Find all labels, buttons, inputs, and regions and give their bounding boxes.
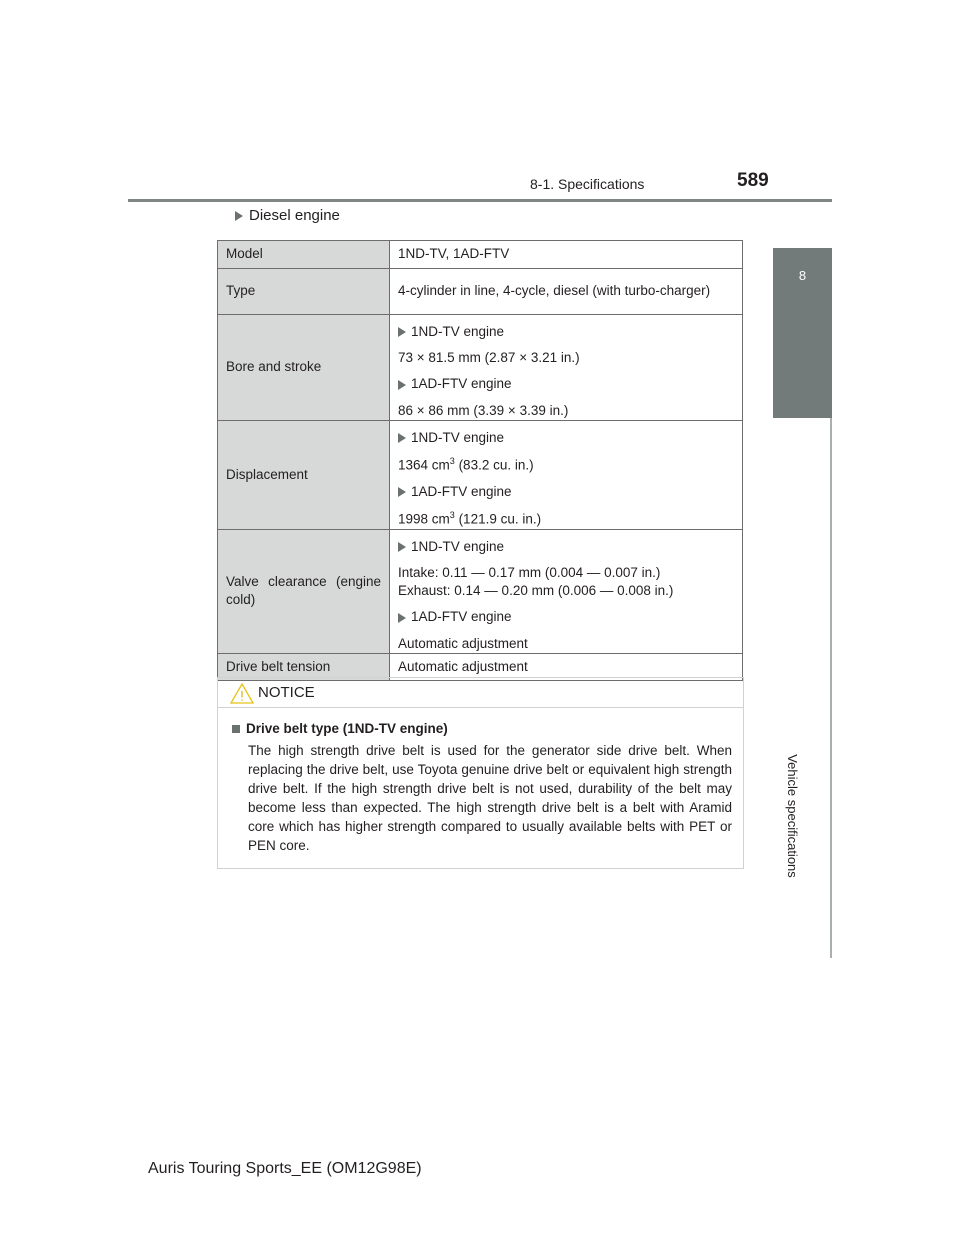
- row-value-valve: [390, 529, 743, 653]
- triangle-bullet-icon: [235, 211, 243, 221]
- engine-heading-text: 1AD-FTV engine: [411, 483, 512, 499]
- row-value-displacement: [390, 420, 743, 529]
- valve-intake: Intake: 0.11 — 0.17 mm (0.004 — 0.007 in.): [398, 564, 661, 580]
- displacement-number: 1364 cm: [398, 457, 450, 473]
- row-label-belt: Drive belt tension: [218, 653, 390, 680]
- section-title: 8-1. Specifications: [530, 176, 645, 192]
- engine-heading: [398, 375, 734, 393]
- bore-value-1: 73 × 81.5 mm (2.87 × 3.21 in.): [398, 350, 580, 366]
- chapter-title-text: Vehicle specifications: [785, 754, 800, 878]
- table-row: [218, 241, 743, 269]
- row-label-type: Type: [218, 269, 390, 315]
- subheading-text: Diesel engine: [249, 207, 340, 224]
- triangle-bullet-icon: [398, 487, 406, 497]
- notice-body: The high strength drive belt is used for the generator side drive belt. When replacing the drive belt, use Toyota genuine drive belt or equivalent high strength drive belt. If the high strength drive belt is not used, durability of the belt may become less than expected. The high strength drive belt is a belt with Aramid core which has higher strength compared to usually available belts with PET or PEN core.: [248, 743, 732, 853]
- spec-table: [217, 240, 743, 681]
- superscript: 3: [449, 456, 455, 467]
- engine-heading: [398, 323, 734, 341]
- displacement-unit: (83.2 cu. in.): [458, 457, 534, 473]
- notice-box: [217, 677, 744, 869]
- table-row: [218, 269, 743, 315]
- triangle-bullet-icon: [398, 327, 406, 337]
- displacement-unit: (121.9 cu. in.): [458, 511, 542, 527]
- row-value-belt: Automatic adjustment: [390, 653, 743, 680]
- notice-item-title-text: Drive belt type (1ND-TV engine): [246, 721, 448, 736]
- chapter-number: 8: [798, 268, 807, 283]
- superscript: 3: [449, 510, 455, 521]
- engine-heading-text: 1ND-TV engine: [411, 538, 505, 554]
- page-number: 589: [737, 170, 769, 191]
- displacement-number: 1998 cm: [398, 511, 450, 527]
- valve-value-2: Automatic adjustment: [398, 635, 528, 651]
- triangle-bullet-icon: [398, 613, 406, 623]
- row-label-bore: Bore and stroke: [218, 315, 390, 421]
- engine-heading: [398, 429, 734, 447]
- displacement-value-1: [398, 455, 734, 475]
- table-row: [218, 315, 743, 421]
- engine-heading-text: 1ND-TV engine: [411, 429, 505, 445]
- table-row: [218, 420, 743, 529]
- row-value-type: 4-cylinder in line, 4-cycle, diesel (with turbo-charger): [390, 269, 743, 315]
- engine-heading-text: 1AD-FTV engine: [411, 609, 512, 625]
- triangle-bullet-icon: [398, 542, 406, 552]
- notice-item-title: [232, 721, 448, 736]
- engine-heading: [398, 608, 734, 626]
- notice-header: [218, 678, 743, 708]
- engine-heading-text: 1AD-FTV engine: [411, 376, 512, 392]
- warning-triangle-icon: [230, 683, 254, 704]
- header-rule: [128, 199, 832, 202]
- subheading: [235, 207, 340, 224]
- engine-heading: [398, 538, 734, 556]
- square-bullet-icon: [232, 725, 240, 733]
- displacement-value-2: [398, 509, 734, 529]
- engine-heading-text: 1ND-TV engine: [411, 324, 505, 339]
- row-value-model: 1ND-TV, 1AD-FTV: [390, 241, 743, 269]
- bore-value-2: 86 × 86 mm (3.39 × 3.39 in.): [398, 402, 569, 418]
- triangle-bullet-icon: [398, 433, 406, 443]
- row-label-displacement: Displacement: [218, 420, 390, 529]
- row-label-valve: Valve clearance (engine cold): [218, 529, 390, 653]
- side-rule: [830, 418, 832, 958]
- triangle-bullet-icon: [398, 380, 406, 390]
- engine-heading: [398, 483, 734, 501]
- row-label-model: Model: [218, 241, 390, 269]
- footer-text: Auris Touring Sports_EE (OM12G98E): [148, 1160, 422, 1177]
- valve-exhaust: Exhaust: 0.14 — 0.20 mm (0.006 — 0.008 in.): [398, 583, 674, 599]
- table-row: [218, 529, 743, 653]
- row-value-bore: [390, 315, 743, 421]
- notice-title: NOTICE: [258, 684, 315, 701]
